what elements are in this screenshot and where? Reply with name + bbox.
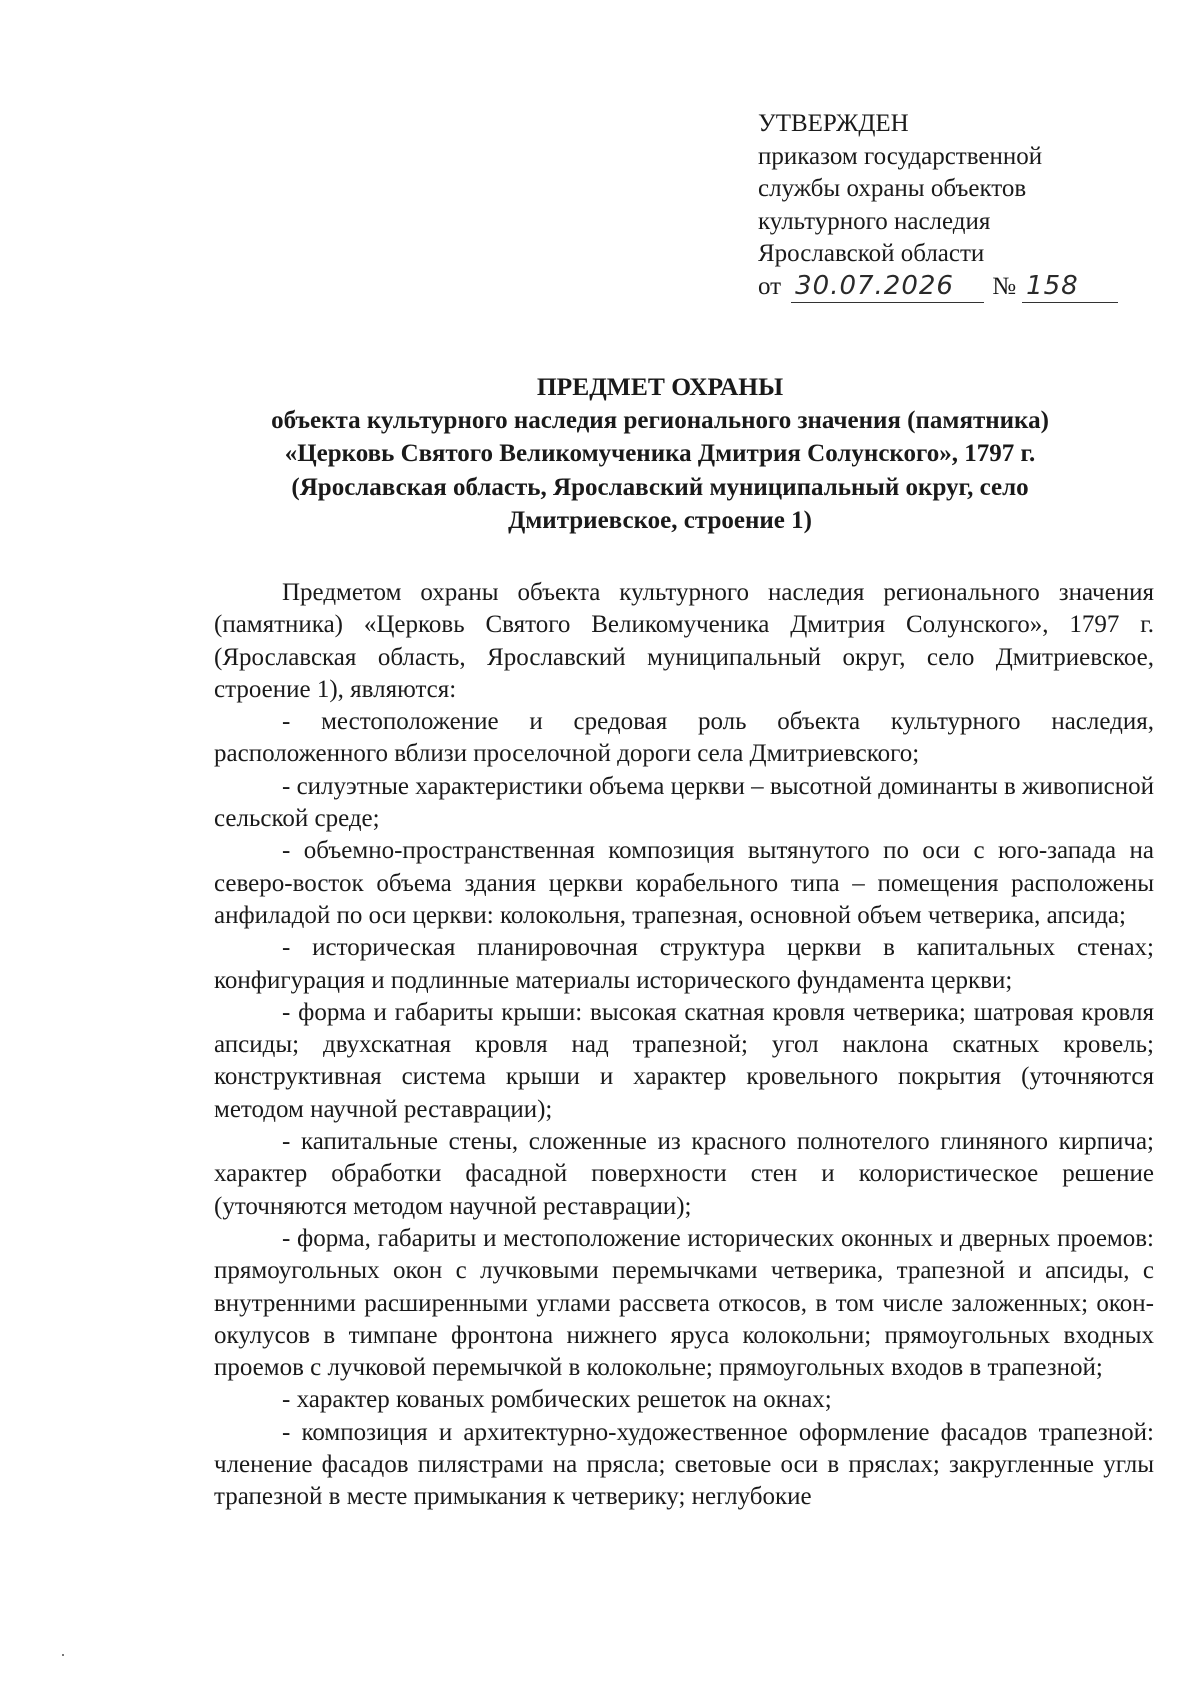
approval-line: службы охраны объектов [758,175,1027,202]
title-line: «Церковь Святого Великомученика Дмитрия Солунского», 1797 г. [284,440,1036,467]
title-line: (Ярославская область, Ярославский муниципальный округ, село [291,473,1029,501]
list-item: - форма и габариты крыши: высокая скатная кровля четверика; шатровая кровля апсиды; двухскатная кровля над трапезной; угол наклона скатных кровель; конструктивная система крыши и характер кровельного покрытия (уточняются методом научной реставрации); [214,998,1154,1123]
date-number-line [758,271,1118,304]
list-item: - силуэтные характеристики объема церкви – высотной доминанты в живописной сельской среде; [214,772,1154,833]
list-item: - характер кованых ромбических решеток на окнах; [282,1386,832,1414]
title-line: Дмитриевское, строение 1) [508,507,812,534]
approval-stamp-block [758,108,1118,303]
list-item: - композиция и архитектурно-художественное оформление фасадов трапезной: членение фасадов пилястрами на прясла; световые оси в пряслах; закругленные углы трапезной в месте примыкания к четверику; неглубокие [214,1418,1154,1511]
number-label: № [992,272,1017,300]
scan-speck [62,1654,64,1656]
title-line: объекта культурного наследия регионального значения (памятника) [271,406,1049,434]
list-item: - историческая планировочная структура церкви в капитальных стенах; конфигурация и подлинные материалы исторического фундамента церкви; [214,934,1154,994]
list-item: - капитальные стены, сложенные из красного полнотелого глиняного кирпича; характер обработки фасадной поверхности стен и колористическое решение (уточняются методом научной реставрации); [214,1128,1154,1220]
approval-line: Ярославской области [758,240,985,267]
approval-heading: УТВЕРЖДЕН [758,110,909,137]
list-item: - местоположение и средовая роль объекта культурного наследия, расположенного вблизи проселочной дороги села Дмитриевского; [214,708,1154,768]
document-title [200,370,1120,538]
title-main: ПРЕДМЕТ ОХРАНЫ [536,372,784,401]
handwritten-date: 30.07.2026 [791,272,984,303]
intro-paragraph: Предметом охраны объекта культурного наследия регионального значения (памятника) «Церковь Святого Великомученика Дмитрия Солунского», 1797 г. (Ярославская область, Ярославский муниципальный округ, село Дмитриевское, строение 1), являются: [214,579,1154,703]
document-body [214,577,1154,1514]
date-prefix: от [758,272,782,300]
list-item: - форма, габариты и местоположение исторических оконных и дверных проемов: прямоугольных окон с лучковыми перемычками четверика, трапезной и апсиды, с внутренними расширенными углами рассвета откосов, в том числе заложенных; окон-окулусов в тимпане фронтона нижнего яруса колокольни; прямоугольных входных проемов с лучковой перемычкой в колокольне; прямоугольных входов в трапезной; [214,1224,1154,1382]
list-item: - объемно-пространственная композиция вытянутого по оси с юго-запада на северо-восток объема здания церкви корабельного типа – помещения расположены анфиладой по оси церкви: колокольня, трапезная, основной объем четверика, апсида; [214,837,1154,929]
handwritten-number: 158 [1022,272,1118,303]
approval-line: культурного наследия [758,207,991,235]
approval-line: приказом государственной [758,142,1043,170]
